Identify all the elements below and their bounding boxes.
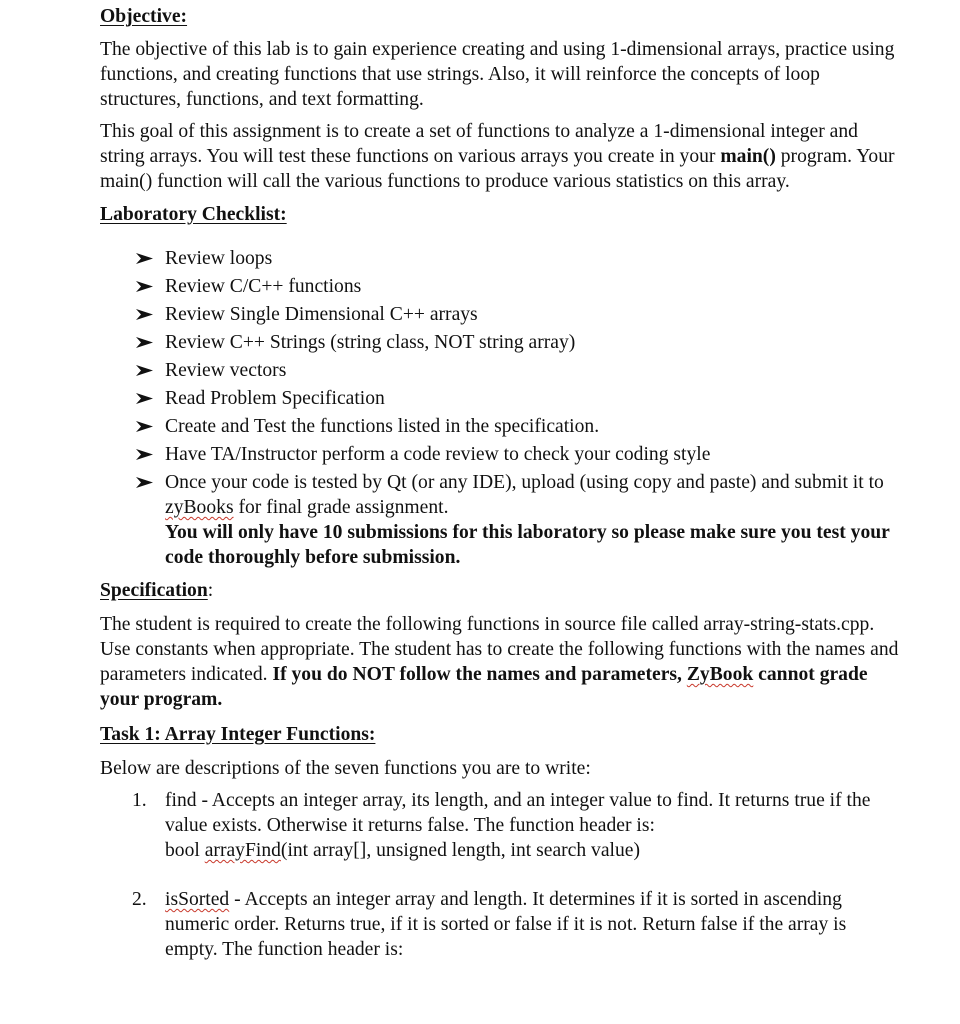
objective-paragraph-2: This goal of this assignment is to create a set of functions to analyze a 1-dimensional integer and string arrays. You will test these functions on various arrays you create in your main() program. Your main() function will call the various functions to produce various statistics on this array. — [100, 121, 895, 192]
specification-heading: Specification — [100, 580, 208, 601]
zybook-name: ZyBook — [686, 664, 754, 685]
checklist-item-submission: Once your code is tested by Qt (or any IDE), upload (using copy and paste) and submit it to zyBooks for final grade assignment. You will only have 10 submissions for this laboratory so please make sure you test your code thoroughly before submission. — [135, 470, 900, 570]
main-function-name: main() — [720, 146, 776, 167]
arrowhead-bullet-icon — [135, 386, 155, 408]
arrowhead-bullet-icon — [135, 246, 155, 268]
arrowhead-bullet-icon — [135, 414, 155, 436]
specification-paragraph: The student is required to create the following functions in source file called array-string-stats.cpp. Use constants when appropriate. The student has to create the following functions with the names and parameters indicated. If you do NOT follow the names and parameters, ZyBook cannot grade your program. — [100, 614, 899, 710]
function-item-find: 1. find - Accepts an integer array, its length, and an integer value to find. It returns true if the value exists. Otherwise it returns false. The function header is: bool arrayFind(int array[], unsigned length, int search value) — [132, 790, 871, 861]
checklist — [100, 246, 900, 570]
task1-heading: Task 1: Array Integer Functions: — [100, 724, 376, 745]
checklist-item: Read Problem Specification — [135, 386, 900, 411]
checklist-item: Review C/C++ functions — [135, 274, 900, 299]
arrowhead-bullet-icon — [135, 470, 155, 492]
specification-heading-line: Specification: — [100, 580, 214, 601]
arrowhead-bullet-icon — [135, 302, 155, 324]
checklist-item: Create and Test the functions listed in the specification. — [135, 414, 900, 439]
function-list — [100, 788, 900, 962]
function-item-issorted: 2. isSorted - Accepts an integer array and length. It determines if it is sorted in ascending numeric order. Returns true, if it is sorted or false if it is not. Return false if the array is empty. The function header is: — [132, 889, 847, 960]
arrowhead-bullet-icon — [135, 274, 155, 296]
checklist-item: Have TA/Instructor perform a code review to check your coding style — [135, 442, 900, 467]
arrowhead-bullet-icon — [135, 442, 155, 464]
checklist-item: Review Single Dimensional C++ arrays — [135, 302, 900, 327]
arrowhead-bullet-icon — [135, 330, 155, 352]
objective-heading: Objective: — [100, 6, 188, 27]
checklist-item: Review C++ Strings (string class, NOT string array) — [135, 330, 900, 355]
function-header: bool arrayFind(int array[], unsigned length, int search value) — [165, 840, 641, 861]
arrowhead-bullet-icon — [135, 358, 155, 380]
document-page — [100, 4, 900, 962]
submission-warning: You will only have 10 submissions for this laboratory so please make sure you test your code thoroughly before submission. — [165, 522, 890, 568]
zybooks-name: zyBooks — [165, 497, 234, 518]
checklist-item: Review vectors — [135, 358, 900, 383]
task1-intro: Below are descriptions of the seven functions you are to write: — [100, 758, 591, 779]
checklist-heading: Laboratory Checklist: — [100, 204, 287, 225]
checklist-item: Review loops — [135, 246, 900, 271]
objective-paragraph-1: The objective of this lab is to gain experience creating and using 1-dimensional arrays, practice using functions, and creating functions that use strings. Also, it will reinforce the concepts of loop structures, functions, and text formatting. — [100, 39, 895, 110]
issorted-name: isSorted — [165, 889, 230, 910]
